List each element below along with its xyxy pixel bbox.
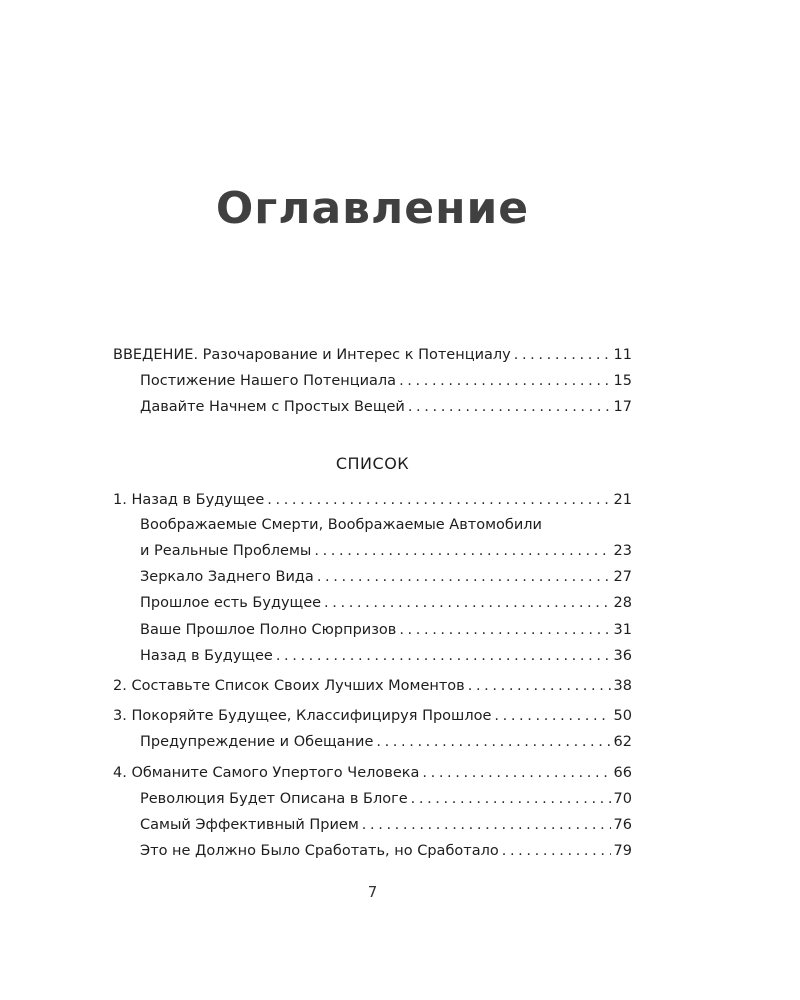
toc-entry-title: ВВЕДЕНИЕ. Разочарование и Интерес к Потенциалу (113, 347, 511, 363)
toc-entry-page: 28 (613, 595, 632, 611)
toc-entry-revolution-blog[interactable] (140, 788, 632, 810)
toc-entry-page: 17 (613, 399, 632, 415)
dot-leader (376, 731, 610, 753)
toc-entry-imaginary-deaths[interactable] (140, 540, 632, 562)
dot-leader (362, 814, 611, 836)
toc-entry-page: 11 (613, 347, 632, 363)
toc-entry-past-is-future[interactable] (140, 592, 632, 614)
toc-entry-title: Это не Должно Было Сработать, но Сработало (140, 843, 499, 859)
toc-entry-title: Назад в Будущее (140, 648, 273, 664)
dot-leader (411, 788, 611, 810)
toc-entry-understanding-potential[interactable] (140, 370, 632, 392)
toc-entry-title: и Реальные Проблемы (140, 543, 312, 559)
page-number: 7 (367, 883, 378, 901)
toc-entry-page: 79 (613, 843, 632, 859)
toc-entry-title: 1. Назад в Будущее (113, 492, 265, 508)
toc-entry-page: 38 (613, 678, 632, 694)
toc-entry-title: Самый Эффективный Прием (140, 817, 359, 833)
toc-entry-page: 27 (613, 569, 632, 585)
toc-entry-page: 50 (613, 708, 632, 724)
toc-entry-title: Предупреждение и Обещание (140, 734, 374, 750)
dot-leader (514, 344, 611, 366)
toc-entry-title: Революция Будет Описана в Блоге (140, 791, 408, 807)
toc-entry-page: 31 (613, 622, 632, 638)
toc-entry-title: Давайте Начнем с Простых Вещей (140, 399, 405, 415)
toc-entry-page: 21 (613, 492, 632, 508)
toc-entry-chapter-2[interactable] (113, 675, 632, 697)
toc-entry-past-full-of-surprises[interactable] (140, 619, 632, 641)
toc-entry-chapter-3[interactable] (113, 705, 632, 727)
dot-leader (267, 489, 610, 511)
dot-leader (314, 540, 610, 562)
toc-entry-title: Прошлое есть Будущее (140, 595, 322, 611)
dot-leader (324, 592, 611, 614)
toc-entry-title: Ваше Прошлое Полно Сюрпризов (140, 622, 397, 638)
dot-leader (399, 619, 610, 641)
toc-entry-back-to-future[interactable] (140, 645, 632, 667)
toc-entry-page: 23 (613, 543, 632, 559)
toc-entry-imaginary-deaths-line1[interactable]: Воображаемые Смерти, Воображаемые Автомобили (140, 517, 542, 533)
toc-entry-title: 3. Покоряйте Будущее, Классифицируя Прошлое (113, 708, 492, 724)
dot-leader (276, 645, 611, 667)
dot-leader (408, 396, 611, 418)
toc-entry-chapter-4[interactable] (113, 762, 632, 784)
dot-leader (502, 840, 611, 862)
toc-entry-page: 76 (613, 817, 632, 833)
dot-leader (468, 675, 611, 697)
toc-entry-title: Зеркало Заднего Вида (140, 569, 314, 585)
toc-entry-title: 2. Составьте Список Своих Лучших Моментов (113, 678, 465, 694)
toc-entry-page: 62 (613, 734, 632, 750)
dot-leader (317, 566, 611, 588)
dot-leader (422, 762, 610, 784)
toc-entry-title: Постижение Нашего Потенциала (140, 373, 397, 389)
toc-entry-page: 15 (613, 373, 632, 389)
toc-entry-page: 70 (613, 791, 632, 807)
toc-entry-rearview-mirror[interactable] (140, 566, 632, 588)
toc-entry-chapter-1[interactable] (113, 489, 632, 511)
page-title: Оглавление (215, 183, 530, 234)
toc-entry-title: 4. Обманите Самого Упертого Человека (113, 765, 420, 781)
toc-entry-simple-things[interactable] (140, 396, 632, 418)
section-heading: СПИСОК (335, 454, 410, 473)
toc-entry-introduction[interactable] (113, 344, 632, 366)
toc-entry-page: 36 (613, 648, 632, 664)
toc-entry-page: 66 (613, 765, 632, 781)
dot-leader (399, 370, 610, 392)
toc-entry-most-effective-technique[interactable] (140, 814, 632, 836)
dot-leader (494, 705, 610, 727)
toc-entry-should-not-have-worked[interactable] (140, 840, 632, 862)
toc-entry-warning-and-promise[interactable] (140, 731, 632, 753)
